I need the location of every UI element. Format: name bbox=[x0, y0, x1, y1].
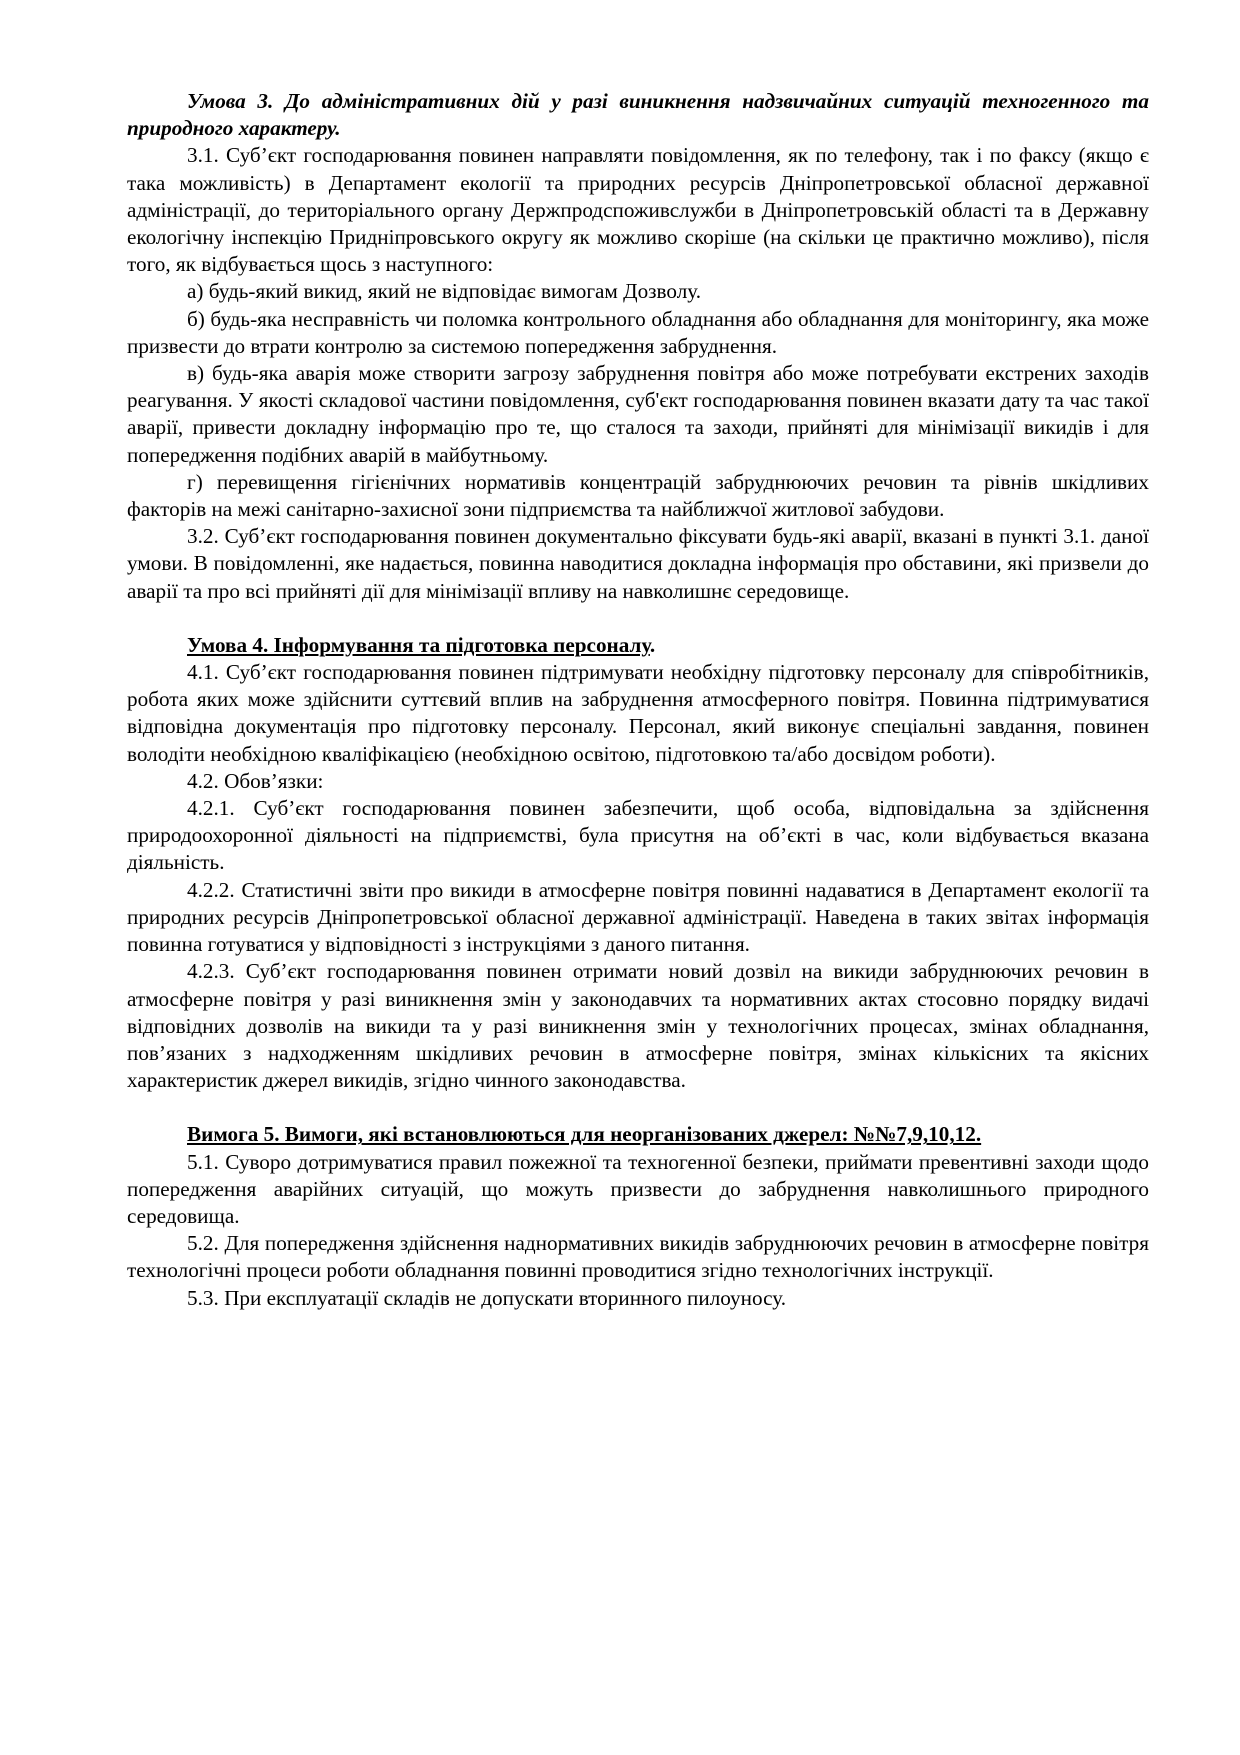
section-5-heading-text: Вимога 5. Вимоги, які встановлюються для неорганізованих джерел: №№7,9,10,12. bbox=[187, 1122, 982, 1147]
section-spacer bbox=[127, 605, 1149, 632]
paragraph-3-2: 3.2. Суб’єкт господарювання повинен документально фіксувати будь-які аварії, вказані в пункті 3.1. даної умови. В повідомленні, яке надається, повинна наводитися докладна інформація про обставини, які призвели до аварії та про всі прийняті дії для мінімізації впливу на навколишнє середовище. bbox=[127, 524, 1149, 603]
paragraph-4-2-2: 4.2.2. Статистичні звіти про викиди в атмосферне повітря повинні надаватися в Департамент екології та природних ресурсів Дніпропетровської обласної державної адміністрації. Наведена в таких звітах інформація повинна готуватися у відповідності з інструкціями з даного питання. bbox=[127, 877, 1149, 957]
paragraph-5-3: 5.3. При експлуатації складів не допускати вторинного пилоуносу. bbox=[187, 1285, 786, 1310]
paragraph-4-2: 4.2. Обов’язки: bbox=[187, 768, 324, 793]
document-page bbox=[127, 88, 1149, 1312]
paragraph-5-1: 5.1. Суворо дотримуватися правил пожежної та техногенної безпеки, приймати превентивні заходи щодо попередження аварійних ситуацій, що можуть призвести до забруднення навколишнього природного середовища. bbox=[127, 1149, 1149, 1228]
paragraph-3-1-b: б) будь-яка несправність чи поломка контрольного обладнання або обладнання для моніторингу, яка може призвести до втрати контролю за системою попередження забруднення. bbox=[127, 306, 1149, 358]
section-3-heading: Умова 3. До адміністративних дій у разі виникнення надзвичайних ситуацій техногенного та природного характеру. bbox=[127, 89, 1149, 141]
section-spacer bbox=[127, 1094, 1149, 1121]
paragraph-4-2-1: 4.2.1. Суб’єкт господарювання повинен забезпечити, щоб особа, відповідальна за здійснення природоохоронної діяльності на підприємстві, була присутня на об’єкті в час, коли відбувається вказана діяльність. bbox=[127, 796, 1149, 875]
section-4-heading-text: Умова 4. Інформування та підготовка персоналу bbox=[187, 632, 650, 657]
paragraph-3-1: 3.1. Суб’єкт господарювання повинен направляти повідомлення, як по телефону, так і по факсу (якщо є така можливість) в Департамент екології та природних ресурсів Дніпропетровської обласної державної адміністрації, до територіального органу Держпродспоживслужби в Дніпропетровській області та в Державну екологічну інспекцію Придніпровського округу як можливо скоріше (на скільки це практично можливо), після того, як відбувається щось з наступного: bbox=[127, 143, 1149, 277]
paragraph-4-1: 4.1. Суб’єкт господарювання повинен підтримувати необхідну підготовку персоналу для співробітників, робота яких може здійснити суттєвий вплив на забруднення атмосферного повітря. Повинна підтримуватися відповідна документація про підготовку персоналу. Персонал, який виконує спеціальні завдання, повинен володіти необхідною кваліфікацією (необхідною освітою, підготовкою та/або досвідом роботи). bbox=[127, 660, 1149, 766]
paragraph-3-1-a: а) будь-який викид, який не відповідає вимогам Дозволу. bbox=[187, 279, 702, 304]
section-4-heading bbox=[127, 632, 1149, 659]
paragraph-4-2-3: 4.2.3. Суб’єкт господарювання повинен отримати новий дозвіл на викиди забруднюючих речовин в атмосферне повітря у разі виникнення змін у законодавчих та нормативних актах стосовно порядку видачі відповідних дозволів на викиди та у разі виникнення змін у технологічних процесах, змінах обладнання, пов’язаних з надходженням шкідливих речовин в атмосферне повітря, змінах кількісних та якісних характеристик джерел викидів, згідно чинного законодавства. bbox=[127, 959, 1149, 1093]
paragraph-5-2: 5.2. Для попередження здійснення наднормативних викидів забруднюючих речовин в атмосферне повітря технологічні процеси роботи обладнання повинні проводитися згідно технологічних інструкції. bbox=[127, 1231, 1149, 1283]
paragraph-3-1-g: г) перевищення гігієнічних нормативів концентрацій забруднюючих речовин та рівнів шкідливих факторів на межі санітарно-захисної зони підприємства та найближчої житлової забудови. bbox=[127, 469, 1149, 522]
section-4-heading-period: . bbox=[649, 632, 656, 657]
paragraph-3-1-v: в) будь-яка аварія може створити загрозу забруднення повітря або може потребувати екстрених заходів реагування. У якості складової частини повідомлення, суб'єкт господарювання повинен вказати дату та час такої аварії, привести докладну інформацію про те, що сталося та заходи, прийняті для мінімізації викидів і для попередження подібних аварій в майбутньому. bbox=[127, 361, 1149, 467]
section-5-heading bbox=[127, 1121, 1149, 1148]
